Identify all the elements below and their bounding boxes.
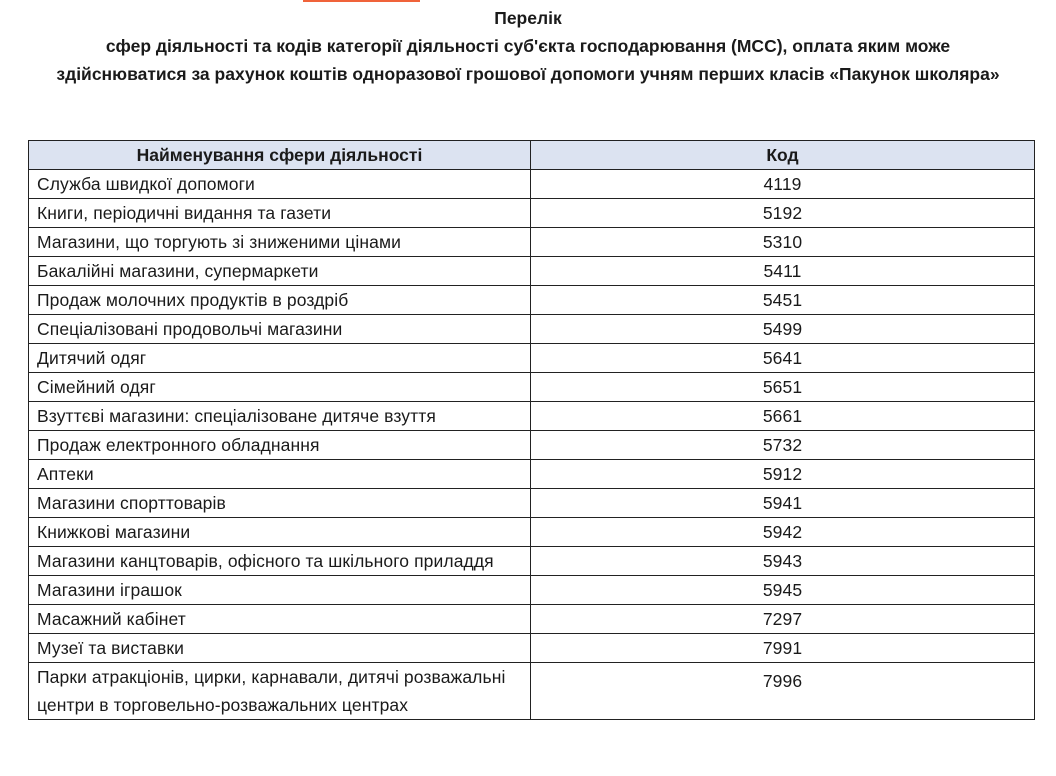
table-row: [29, 634, 1035, 663]
row-code: 4119: [531, 170, 1035, 199]
row-name: Книжкові магазини: [29, 518, 531, 547]
row-name: Сімейний одяг: [29, 373, 531, 402]
row-code: 7297: [531, 605, 1035, 634]
row-code: 5451: [531, 286, 1035, 315]
row-code: 5945: [531, 576, 1035, 605]
row-code: 5661: [531, 402, 1035, 431]
table-row: [29, 402, 1035, 431]
column-header-name: Найменування сфери діяльності: [29, 141, 531, 170]
document-heading: [0, 4, 1056, 88]
table-row: [29, 663, 1035, 720]
row-code: 5941: [531, 489, 1035, 518]
row-name: Продаж електронного обладнання: [29, 431, 531, 460]
top-accent-bar: [303, 0, 420, 2]
row-name: Продаж молочних продуктів в роздріб: [29, 286, 531, 315]
table-row: [29, 170, 1035, 199]
mcc-table: [28, 140, 1035, 720]
table-row: [29, 431, 1035, 460]
row-code: 7991: [531, 634, 1035, 663]
column-header-code: Код: [531, 141, 1035, 170]
table-row: [29, 460, 1035, 489]
table-row: [29, 489, 1035, 518]
row-code: 5411: [531, 257, 1035, 286]
heading-subtitle-line2: здійснюватися за рахунок коштів одноразової грошової допомоги учням перших класів «Пакунок школяра»: [56, 64, 1000, 84]
row-name: Магазини спорттоварів: [29, 489, 531, 518]
table-row: [29, 373, 1035, 402]
table-row: [29, 576, 1035, 605]
row-name: Масажний кабінет: [29, 605, 531, 634]
row-name: Взуттєві магазини: спеціалізоване дитяче взуття: [29, 402, 531, 431]
table-row: [29, 286, 1035, 315]
row-name: Магазини канцтоварів, офісного та шкільного приладдя: [29, 547, 531, 576]
row-code: 5310: [531, 228, 1035, 257]
table-row: [29, 315, 1035, 344]
table-row: [29, 228, 1035, 257]
row-name: Аптеки: [29, 460, 531, 489]
row-code: 7996: [531, 663, 1035, 720]
row-code: 5651: [531, 373, 1035, 402]
row-name: Дитячий одяг: [29, 344, 531, 373]
row-code: 5943: [531, 547, 1035, 576]
table-row: [29, 605, 1035, 634]
row-code: 5732: [531, 431, 1035, 460]
table-row: [29, 257, 1035, 286]
row-name: Книги, періодичні видання та газети: [29, 199, 531, 228]
table-row: [29, 199, 1035, 228]
table-header-row: [29, 141, 1035, 170]
row-code: 5641: [531, 344, 1035, 373]
row-name: Служба швидкої допомоги: [29, 170, 531, 199]
table-row: [29, 547, 1035, 576]
heading-subtitle-line1: сфер діяльності та кодів категорії діяльності суб'єкта господарювання (MCC), оплата яким може: [105, 36, 951, 56]
row-name: Бакалійні магазини, супермаркети: [29, 257, 531, 286]
row-name: Спеціалізовані продовольчі магазини: [29, 315, 531, 344]
row-code: 5912: [531, 460, 1035, 489]
row-code: 5942: [531, 518, 1035, 547]
row-name: Магазини іграшок: [29, 576, 531, 605]
row-name: Музеї та виставки: [29, 634, 531, 663]
row-code: 5499: [531, 315, 1035, 344]
heading-title: Перелік: [494, 8, 562, 28]
table-row: [29, 518, 1035, 547]
row-name: Парки атракціонів, цирки, карнавали, дитячі розважальні центри в торговельно-розважальних центрах: [29, 663, 531, 720]
row-code: 5192: [531, 199, 1035, 228]
table-row: [29, 344, 1035, 373]
row-name: Магазини, що торгують зі зниженими цінами: [29, 228, 531, 257]
